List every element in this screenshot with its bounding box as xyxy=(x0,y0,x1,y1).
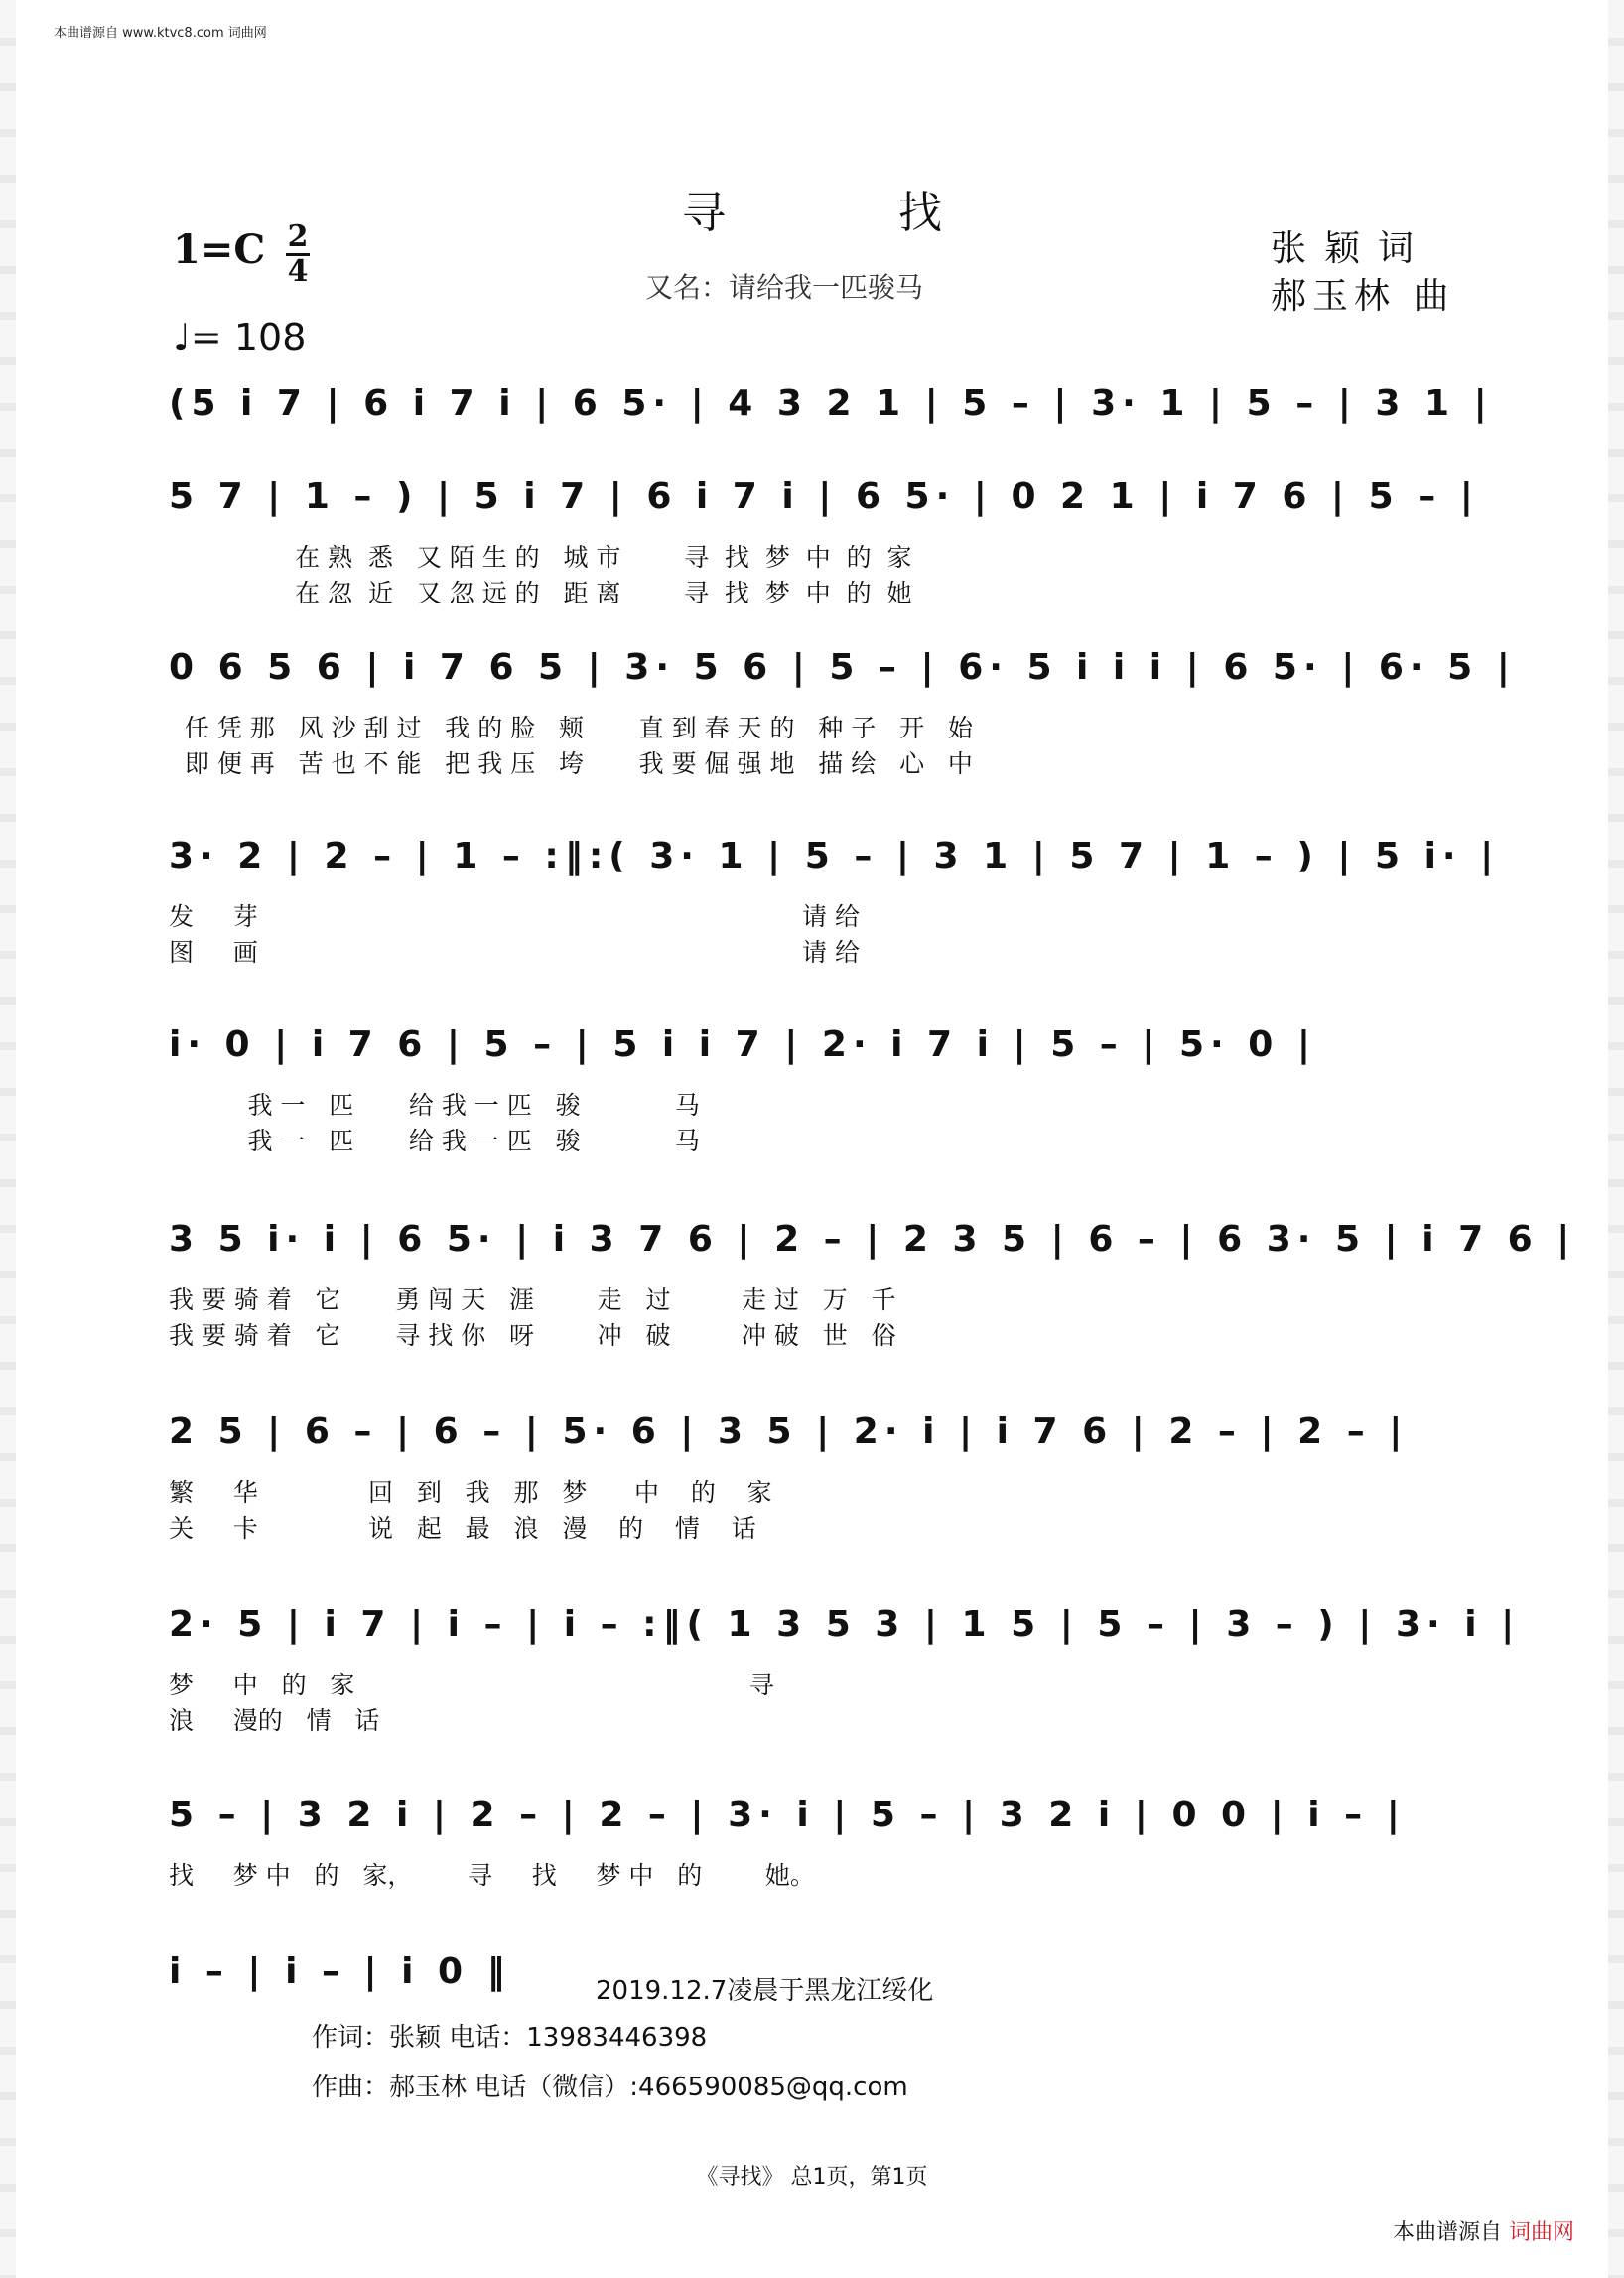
composer-contact: 作曲：郝玉林 电话（微信）:466590085@qq.com xyxy=(312,2073,908,2102)
notes: i – | i – | i 0 ‖ xyxy=(169,1951,511,1992)
score-line-2 xyxy=(169,476,1479,607)
notes: 5 – | 3 2 i | 2 – | 2 – | 3· i | 5 – | 3 2 i | 0 0 | i – | xyxy=(169,1795,1406,1835)
lyric-verse-1: 发 芽 请 给 xyxy=(169,902,861,931)
source-prefix: 本曲谱源自 xyxy=(1392,2220,1502,2245)
lyric-verse-2: 浪 漫的 情 话 xyxy=(169,1706,380,1735)
lyric-verse-2: 在 忽 近 又 忽 远 的 距 离 寻 找 梦 中 的 她 xyxy=(169,579,912,607)
notes: 5 7 | 1 – ) | 5 i 7 | 6 i 7 i | 6 5· | 0 2 1 | i 7 6 | 5 – | xyxy=(169,476,1479,517)
lyricist-contact: 作词：张颖 电话：13983446398 xyxy=(312,2023,708,2053)
lyric-verse-2: 即 便 再 苦 也 不 能 把 我 压 垮 我 要 倔 强 地 描 绘 心 中 xyxy=(169,749,973,778)
composition-date-note: 2019.12.7凌晨于黑龙江绥化 xyxy=(596,1976,934,2006)
tempo-marking: ♩= 108 xyxy=(173,316,307,359)
time-signature xyxy=(286,219,310,289)
header-source-note: 本曲谱源自 www.ktvc8.com 词曲网 xyxy=(54,26,267,41)
time-signature-bottom: 4 xyxy=(287,254,309,289)
score-line-8 xyxy=(169,1604,1521,1735)
notes: 3 5 i· i | 6 5· | i 3 7 6 | 2 – | 2 3 5 | 6 – | 6 3· 5 | i 7 6 | xyxy=(169,1219,1576,1260)
notes: 0 6 5 6 | i 7 6 5 | 3· 5 6 | 5 – | 6· 5 i i i | 6 5· | 6· 5 | xyxy=(169,647,1516,688)
lyric-verse-1: 梦 中 的 家 寻 xyxy=(169,1671,774,1699)
lyric-verse-2: 关 卡 说 起 最 浪 漫 的 情 话 xyxy=(169,1514,756,1542)
notes: 3· 2 | 2 – | 1 – :‖:( 3· 1 | 5 – | 3 1 | 5 7 | 1 – ) | 5 i· | xyxy=(169,836,1500,876)
composer-credit: 郝玉林 曲 xyxy=(1271,276,1455,317)
song-title: 寻 找 xyxy=(682,188,1021,238)
song-subtitle: 又名：请给我一匹骏马 xyxy=(645,271,924,304)
score-line-7 xyxy=(169,1411,1455,1542)
bottom-source-note xyxy=(1393,2215,1574,2246)
score-line-9 xyxy=(169,1795,1455,1904)
lyric-verse-1: 我 一 匹 给 我 一 匹 骏 马 xyxy=(169,1091,700,1120)
watermark-strip-right xyxy=(1608,0,1624,2278)
lyric-verse-1: 在 熟 悉 又 陌 生 的 城 市 寻 找 梦 中 的 家 xyxy=(169,543,912,572)
lyric-verse-2: 我 一 匹 给 我 一 匹 骏 马 xyxy=(169,1127,700,1155)
notes: (5 i 7 | 6 i 7 i | 6 5· | 4 3 2 1 | 5 – | 3· 1 | 5 – | 3 1 | xyxy=(169,383,1493,424)
score-line-3 xyxy=(169,647,1516,778)
lyric-verse-1: 繁 华 回 到 我 那 梦 中 的 家 xyxy=(169,1478,772,1507)
lyricist-credit: 张颖词 xyxy=(1271,228,1432,269)
key-signature: 1=C xyxy=(173,226,266,273)
time-signature-top: 2 xyxy=(287,219,309,254)
notes: i· 0 | i 7 6 | 5 – | 5 i i 7 | 2· i 7 i | 5 – | 5· 0 | xyxy=(169,1024,1316,1065)
score-line-6 xyxy=(169,1219,1576,1350)
score-line-5 xyxy=(169,1024,1455,1155)
notes: 2· 5 | i 7 | i – | i – :‖( 1 3 5 3 | 1 5 | 5 – | 3 – ) | 3· i | xyxy=(169,1604,1521,1645)
lyric-verse-1: 找 梦 中 的 家， 寻 找 梦 中 的 她。 xyxy=(169,1861,815,1890)
source-brand-link[interactable]: 词曲网 xyxy=(1508,2220,1574,2245)
lyric-verse-2: 我 要 骑 着 它 寻 找 你 呀 冲 破 冲 破 世 俗 xyxy=(169,1321,896,1350)
lyric-verse-1: 任 凭 那 风 沙 刮 过 我 的 脸 颊 直 到 春 天 的 种 子 开 始 xyxy=(169,714,973,742)
watermark-strip-left xyxy=(0,0,16,2278)
lyric-verse-1: 我 要 骑 着 它 勇 闯 天 涯 走 过 走 过 万 千 xyxy=(169,1285,896,1314)
score-line-4 xyxy=(169,836,1500,967)
notes: 2 5 | 6 – | 6 – | 5· 6 | 3 5 | 2· i | i 7 6 | 2 – | 2 – | xyxy=(169,1411,1409,1452)
lyric-verse-2: 图 画 请 给 xyxy=(169,938,861,967)
page-indicator: 《寻找》 总1页，第1页 xyxy=(696,2165,928,2190)
